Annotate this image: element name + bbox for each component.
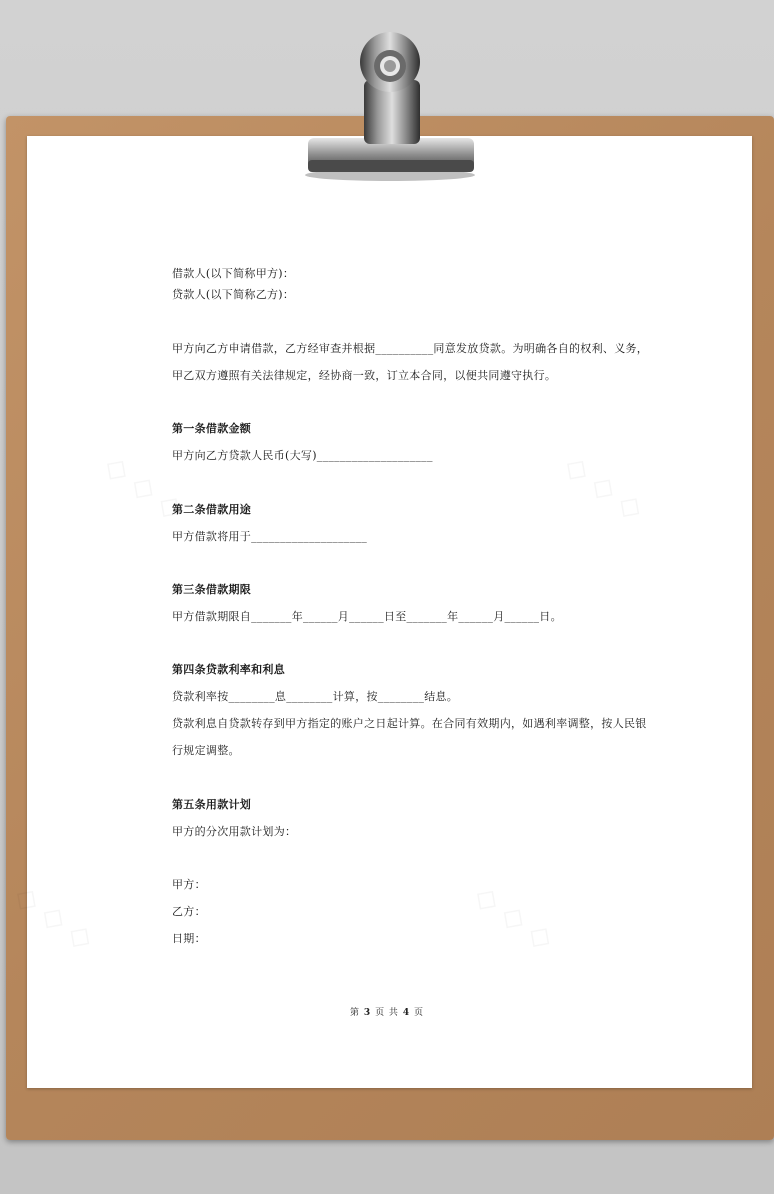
article-3-text: 甲方借款期限自_______年______月______日至_______年______月______日。 [172,610,562,623]
footer-prefix: 第 [350,1008,361,1018]
signature-date: 日期： [172,932,206,945]
article-5-text: 甲方的分次用款计划为： [172,825,297,838]
page-footer [0,1005,774,1018]
article-4-text-2: 贷款利息自贷款转存到甲方指定的账户之日起计算。在合同有效期内，如遇利率调整，按人民银 [172,717,647,730]
footer-mid: 页 共 [375,1008,399,1018]
article-4-text-3: 行规定调整。 [172,744,240,757]
lender-line: 贷款人(以下简称乙方)： [172,288,295,301]
borrower-line: 借款人(以下简称甲方)： [172,267,295,280]
article-3-heading: 第三条借款期限 [172,583,252,596]
preamble-line-1: 甲方向乙方申请借款，乙方经审查并根据__________同意发放贷款。为明确各自的权利、义务， [172,342,649,355]
article-4-heading: 第四条贷款利率和利息 [172,663,285,676]
footer-page-number: 3 [363,1008,372,1018]
signature-party-b: 乙方： [172,905,206,918]
article-1-text: 甲方向乙方贷款人民币(大写)____________________ [172,449,433,462]
footer-total-pages: 4 [402,1008,411,1018]
preamble-line-2: 甲乙双方遵照有关法律规定，经协商一致，订立本合同，以便共同遵守执行。 [172,369,557,382]
article-5-heading: 第五条用款计划 [172,798,252,811]
signature-party-a: 甲方： [172,878,206,891]
article-2-heading: 第二条借款用途 [172,503,252,516]
article-4-text-1: 贷款利率按________息________计算，按________结息。 [172,690,459,703]
article-2-text: 甲方借款将用于____________________ [172,530,368,543]
article-1-heading: 第一条借款金额 [172,422,252,435]
footer-suffix: 页 [413,1008,424,1018]
